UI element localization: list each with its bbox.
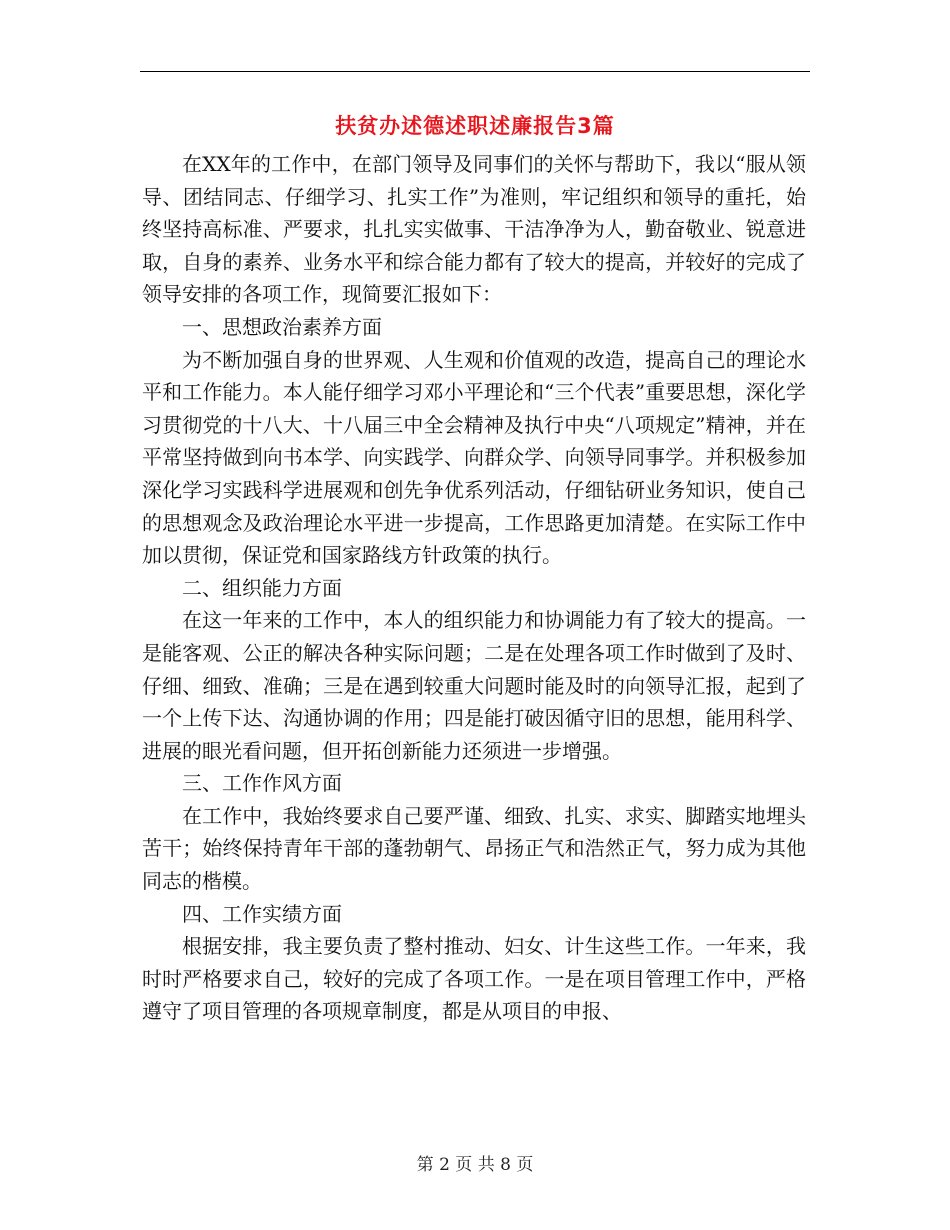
footer-suffix: 页	[516, 1155, 534, 1175]
section-3-paragraph: 在工作中，我始终要求自己要严谨、细致、扎实、求实、脚踏实地埋头苦干；始终保持青年干部的蓬勃朝气、昂扬正气和浩然正气，努力成为其他同志的楷模。	[142, 803, 806, 894]
section-heading-2: 二、组织能力方面	[182, 575, 342, 600]
section-2-paragraph: 在这一年来的工作中，本人的组织能力和协调能力有了较大的提高。一是能客观、公正的解决各种实际问题；二是在处理各项工作时做到了及时、仔细、细致、准确；三是在遇到较重大问题时能及时的向领导汇报，起到了一个上传下达、沟通协调的作用；四是能打破因循守旧的思想，能用科学、进展的眼光看问题，但开拓创新能力还须进一步增强。	[142, 608, 806, 763]
footer-prefix: 第	[416, 1155, 434, 1175]
document-body	[142, 148, 806, 1028]
intro-paragraph: 在XX年的工作中，在部门领导及同事们的关怀与帮助下，我以“服从领导、团结同志、仔细学习、扎实工作”为准则，牢记组织和领导的重托，始终坚持高标准、严要求，扎扎实实做事、干洁净净为人，勤奋敬业、锐意进取，自身的素养、业务水平和综合能力都有了较大的提高，并较好的完成了领导安排的各项工作，现简要汇报如下：	[142, 152, 806, 307]
footer-middle: 页 共	[455, 1155, 495, 1175]
footer-total-pages: 8	[500, 1155, 511, 1175]
section-heading-1: 一、思想政治素养方面	[182, 314, 382, 339]
document-title: 扶贫办述德述职述廉报告3篇	[335, 114, 615, 138]
section-heading-4: 四、工作实绩方面	[182, 901, 342, 926]
section-heading-3: 三、工作作风方面	[182, 771, 342, 796]
section-4-paragraph: 根据安排，我主要负责了整村推动、妇女、计生这些工作。一年来，我时时严格要求自己，较好的完成了各项工作。一是在项目管理工作中，严格遵守了项目管理的各项规章制度，都是从项目的申报、	[142, 934, 806, 1024]
footer-page-number: 2	[439, 1155, 450, 1175]
section-1-paragraph: 为不断加强自身的世界观、人生观和价值观的改造，提高自己的理论水平和工作能力。本人能仔细学习邓小平理论和“三个代表”重要思想，深化学习贯彻党的十八大、十八届三中全会精神及执行中央“八项规定”精神，并在平常坚持做到向书本学、向实践学、向群众学、向领导同事学。并积极参加深化学习实践科学进展观和创先争优系列活动，仔细钻研业务知识，使自己的思想观念及政治理论水平进一步提高，工作思路更加清楚。在实际工作中加以贯彻，保证党和国家路线方针政策的执行。	[142, 347, 806, 568]
header-rule	[140, 71, 810, 72]
page-footer	[0, 1153, 950, 1177]
